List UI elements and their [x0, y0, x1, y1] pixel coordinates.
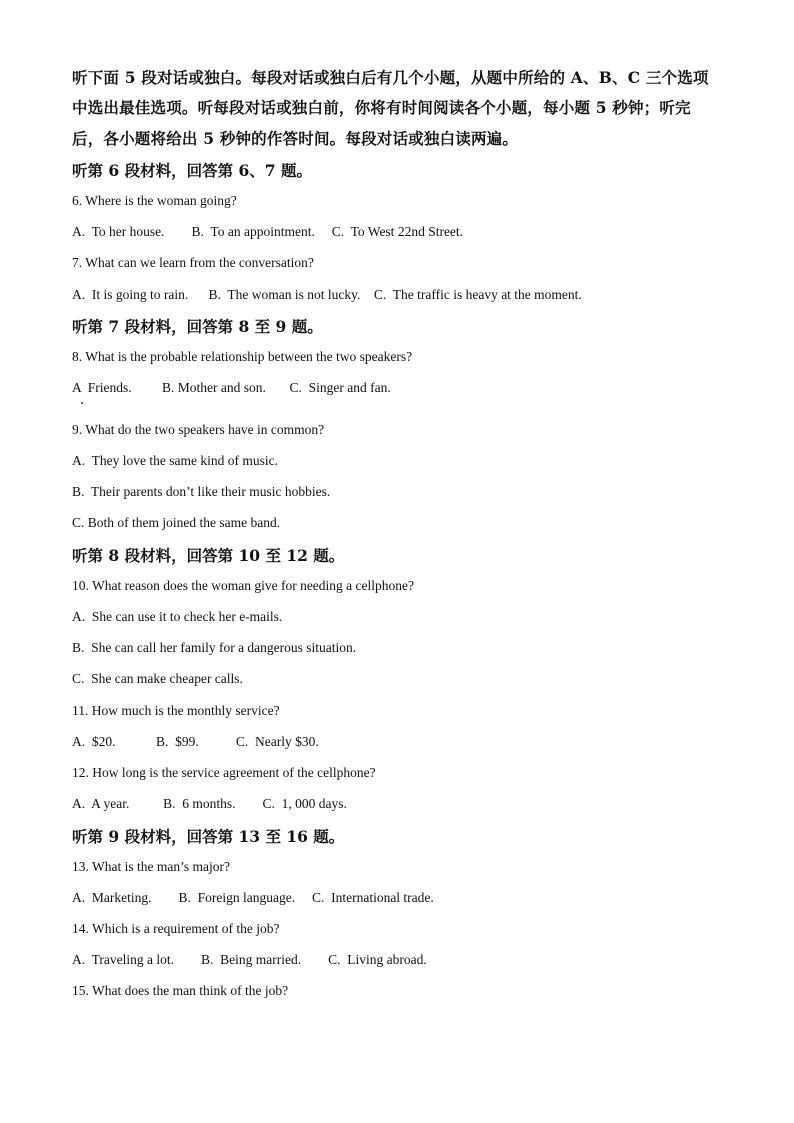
- stray-mark: [81, 402, 83, 404]
- question-7-options: A. It is going to rain. B. The woman is not lucky. C. The traffic is heavy at the moment.: [72, 287, 582, 302]
- question-13-options: A. Marketing. B. Foreign language. C. International trade.: [72, 890, 434, 905]
- question-10-option-c: C. She can make cheaper calls.: [72, 671, 243, 686]
- section-heading-7: 听第 7 段材料，回答第 8 至 9 题。: [72, 317, 323, 336]
- question-11-options: A. $20. B. $99. C. Nearly $30.: [72, 734, 319, 749]
- question-13: 13. What is the man’s major?: [72, 859, 230, 874]
- question-14: 14. Which is a requirement of the job?: [72, 921, 280, 936]
- instructions-line-3: 后，各小题将给出 5 秒钟的作答时间。每段对话或独白读两遍。: [72, 129, 519, 148]
- question-11: 11. How much is the monthly service?: [72, 703, 280, 718]
- question-12: 12. How long is the service agreement of the cellphone?: [72, 765, 376, 780]
- question-10: 10. What reason does the woman give for needing a cellphone?: [72, 578, 415, 593]
- question-10-option-a: A. She can use it to check her e-mails.: [72, 609, 283, 624]
- question-15: 15. What does the man think of the job?: [72, 983, 289, 998]
- question-14-options: A. Traveling a lot. B. Being married. C. Living abroad.: [72, 952, 427, 967]
- question-9: 9. What do the two speakers have in common?: [72, 422, 325, 437]
- question-9-option-b: B. Their parents don’t like their music hobbies.: [72, 484, 331, 499]
- question-8-options: A Friends. B. Mother and son. C. Singer and fan.: [72, 380, 391, 395]
- question-9-option-a: A. They love the same kind of music.: [72, 453, 278, 468]
- question-12-options: A. A year. B. 6 months. C. 1, 000 days.: [72, 796, 347, 811]
- question-8: 8. What is the probable relationship between the two speakers?: [72, 349, 413, 364]
- question-9-option-c: C. Both of them joined the same band.: [72, 515, 281, 530]
- question-10-option-b: B. She can call her family for a dangerous situation.: [72, 640, 357, 655]
- question-6: 6. Where is the woman going?: [72, 193, 237, 208]
- section-heading-9: 听第 9 段材料，回答第 13 至 16 题。: [72, 827, 345, 846]
- section-heading-6: 听第 6 段材料，回答第 6、7 题。: [72, 161, 312, 180]
- instructions-line-2: 中选出最佳选项。听每段对话或独白前，你将有时间阅读各个小题，每小题 5 秒钟；听完: [72, 98, 691, 117]
- instructions-line-1: 听下面 5 段对话或独白。每段对话或独白后有几个小题，从题中所给的 A、B、C 三个选项: [72, 68, 709, 87]
- section-heading-8: 听第 8 段材料，回答第 10 至 12 题。: [72, 546, 345, 565]
- question-7: 7. What can we learn from the conversation?: [72, 255, 314, 270]
- question-6-options: A. To her house. B. To an appointment. C. To West 22nd Street.: [72, 224, 464, 239]
